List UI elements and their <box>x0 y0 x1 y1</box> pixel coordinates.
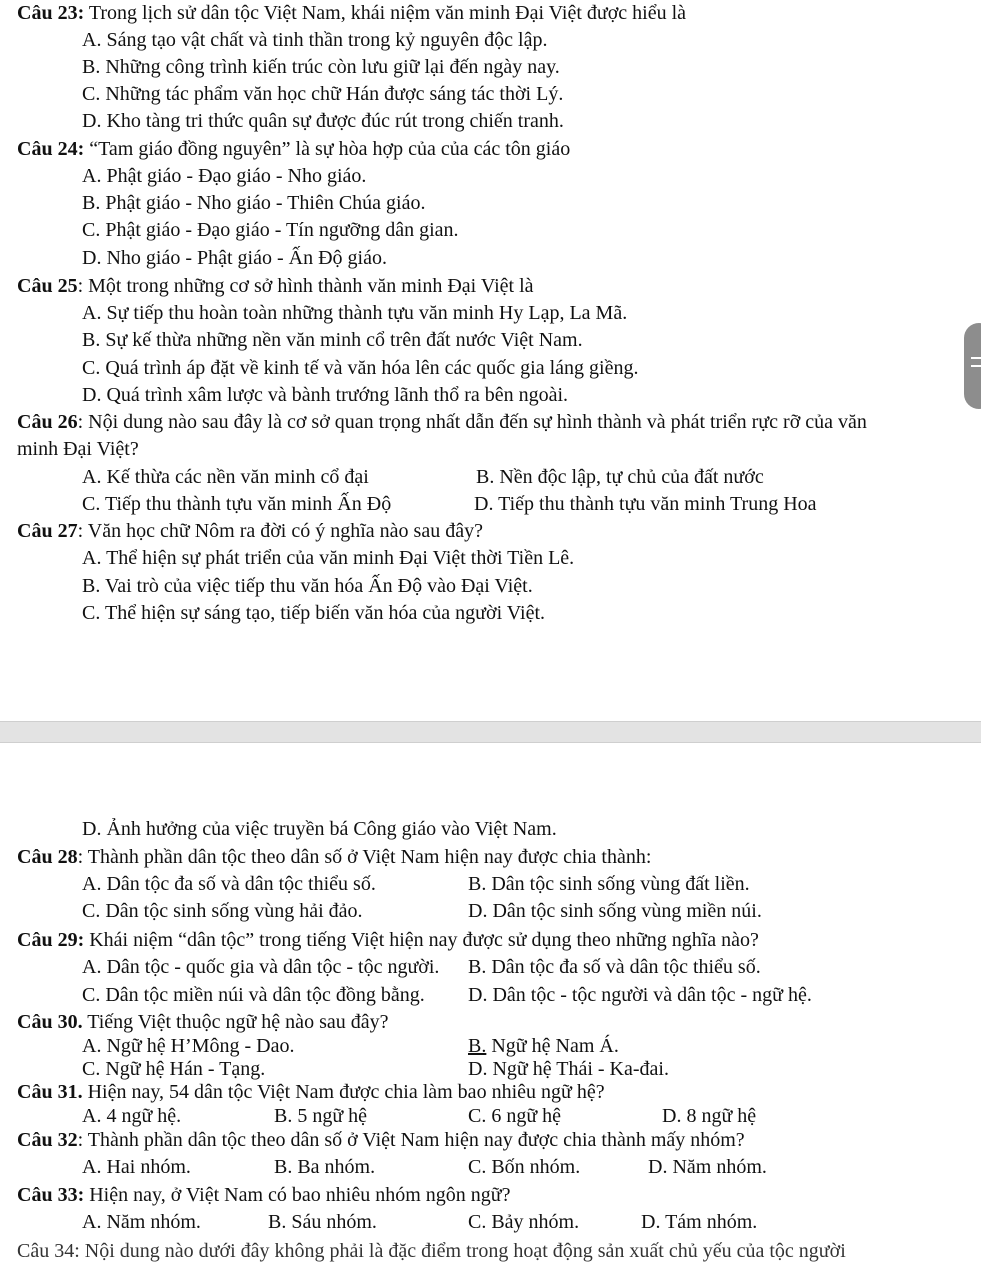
q24-option-b[interactable]: B. Phật giáo - Nho giáo - Thiên Chúa giáo. <box>82 192 426 214</box>
q23-option-c[interactable]: C. Những tác phẩm văn học chữ Hán được sáng tác thời Lý. <box>82 83 564 105</box>
question-24: Câu 24: “Tam giáo đồng nguyên” là sự hòa hợp của của các tôn giáo <box>17 138 571 160</box>
q32-option-a[interactable]: A. Hai nhóm. <box>82 1156 191 1178</box>
question-33: Câu 33: Hiện nay, ở Việt Nam có bao nhiêu nhóm ngôn ngữ? <box>17 1184 511 1206</box>
q28-option-a[interactable]: A. Dân tộc đa số và dân tộc thiểu số. <box>82 873 376 895</box>
q24-option-a[interactable]: A. Phật giáo - Đạo giáo - Nho giáo. <box>82 165 367 187</box>
question-27: Câu 27: Văn học chữ Nôm ra đời có ý nghĩa nào sau đây? <box>17 520 483 542</box>
q27-option-a[interactable]: A. Thể hiện sự phát triển của văn minh Đại Việt thời Tiền Lê. <box>82 547 575 569</box>
q30-option-c[interactable]: C. Ngữ hệ Hán - Tạng. <box>82 1058 266 1080</box>
q32-option-b[interactable]: B. Ba nhóm. <box>274 1156 376 1178</box>
question-23: Câu 23: Trong lịch sử dân tộc Việt Nam, khái niệm văn minh Đại Việt được hiểu là <box>17 2 687 24</box>
q31-option-d[interactable]: D. 8 ngữ hệ <box>662 1105 757 1127</box>
q25-option-a[interactable]: A. Sự tiếp thu hoàn toàn những thành tựu văn minh Hy Lạp, La Mã. <box>82 302 628 324</box>
q27-option-c[interactable]: C. Thể hiện sự sáng tạo, tiếp biến văn hóa của người Việt. <box>82 602 545 624</box>
q24-option-c[interactable]: C. Phật giáo - Đạo giáo - Tín ngưỡng dân gian. <box>82 219 459 241</box>
q25-option-d[interactable]: D. Quá trình xâm lược và bành trướng lãnh thổ ra bên ngoài. <box>82 384 569 406</box>
q32-option-d[interactable]: D. Năm nhóm. <box>648 1156 767 1178</box>
page-break <box>0 721 981 743</box>
q27-option-d[interactable]: D. Ảnh hưởng của việc truyền bá Công giáo vào Việt Nam. <box>82 818 557 840</box>
q26-option-a[interactable]: A. Kế thừa các nền văn minh cổ đại <box>82 466 369 488</box>
q23-option-a[interactable]: A. Sáng tạo vật chất và tinh thần trong kỷ nguyên độc lập. <box>82 29 548 51</box>
q30-option-b[interactable] <box>468 1034 619 1058</box>
q29-option-a[interactable]: A. Dân tộc - quốc gia và dân tộc - tộc người. <box>82 956 440 978</box>
q33-option-a[interactable]: A. Năm nhóm. <box>82 1211 201 1233</box>
q26-option-d[interactable]: D. Tiếp thu thành tựu văn minh Trung Hoa <box>474 493 817 515</box>
q29-option-c[interactable]: C. Dân tộc miền núi và dân tộc đồng bằng. <box>82 984 425 1006</box>
q30-option-b-text: Ngữ hệ Nam Á. <box>486 1035 619 1057</box>
q33-option-d[interactable]: D. Tám nhóm. <box>641 1211 758 1233</box>
question-34-partial: Câu 34: Nội dung nào dưới đây không phải là đặc điểm trong hoạt động sản xuất chủ yếu của tộc người <box>17 1240 846 1262</box>
q31-option-c[interactable]: C. 6 ngữ hệ <box>468 1105 562 1127</box>
q29-option-b[interactable]: B. Dân tộc đa số và dân tộc thiểu số. <box>468 956 761 978</box>
question-30: Câu 30. Tiếng Việt thuộc ngữ hệ nào sau đây? <box>17 1011 389 1033</box>
q28-option-c[interactable]: C. Dân tộc sinh sống vùng hải đảo. <box>82 900 363 922</box>
q30-option-a[interactable]: A. Ngữ hệ H’Mông - Dao. <box>82 1035 295 1057</box>
question-28: Câu 28: Thành phần dân tộc theo dân số ở Việt Nam hiện nay được chia thành: <box>17 846 652 868</box>
q31-option-a[interactable]: A. 4 ngữ hệ. <box>82 1105 182 1127</box>
question-31: Câu 31. Hiện nay, 54 dân tộc Việt Nam được chia làm bao nhiêu ngữ hệ? <box>17 1081 605 1103</box>
q26-option-c[interactable]: C. Tiếp thu thành tựu văn minh Ấn Độ <box>82 493 392 515</box>
q26-option-b[interactable]: B. Nền độc lập, tự chủ của đất nước <box>476 466 764 488</box>
q28-option-d[interactable]: D. Dân tộc sinh sống vùng miền núi. <box>468 900 762 922</box>
q33-option-c[interactable]: C. Bảy nhóm. <box>468 1211 580 1233</box>
q27-option-b[interactable]: B. Vai trò của việc tiếp thu văn hóa Ấn Độ vào Đại Việt. <box>82 575 533 597</box>
q23-option-b[interactable]: B. Những công trình kiến trúc còn lưu giữ lại đến ngày nay. <box>82 56 560 78</box>
q29-option-d[interactable]: D. Dân tộc - tộc người và dân tộc - ngữ hệ. <box>468 984 812 1006</box>
q33-option-b[interactable]: B. Sáu nhóm. <box>268 1211 377 1233</box>
question-26: Câu 26: Nội dung nào sau đây là cơ sở quan trọng nhất dẫn đến sự hình thành và phát triển rực rỡ của văn <box>17 411 867 433</box>
question-26-continued: minh Đại Việt? <box>17 438 139 460</box>
q24-option-d[interactable]: D. Nho giáo - Phật giáo - Ấn Độ giáo. <box>82 247 387 269</box>
side-panel-handle[interactable] <box>964 323 981 409</box>
q23-option-d[interactable]: D. Kho tàng tri thức quân sự được đúc rút trong chiến tranh. <box>82 110 564 132</box>
question-25: Câu 25: Một trong những cơ sở hình thành văn minh Đại Việt là <box>17 275 534 297</box>
question-29: Câu 29: Khái niệm “dân tộc” trong tiếng Việt hiện nay được sử dụng theo những nghĩa nào? <box>17 929 759 951</box>
q28-option-b[interactable]: B. Dân tộc sinh sống vùng đất liền. <box>468 873 750 895</box>
q25-option-b[interactable]: B. Sự kế thừa những nền văn minh cổ trên đất nước Việt Nam. <box>82 329 583 351</box>
q30-option-b-letter: B. <box>468 1035 487 1057</box>
question-32: Câu 32: Thành phần dân tộc theo dân số ở Việt Nam hiện nay được chia thành mấy nhóm? <box>17 1129 745 1151</box>
q31-option-b[interactable]: B. 5 ngữ hệ <box>274 1105 368 1127</box>
q32-option-c[interactable]: C. Bốn nhóm. <box>468 1156 581 1178</box>
q25-option-c[interactable]: C. Quá trình áp đặt về kinh tế và văn hóa lên các quốc gia láng giềng. <box>82 357 639 379</box>
q30-option-d[interactable]: D. Ngữ hệ Thái - Ka-đai. <box>468 1058 669 1080</box>
